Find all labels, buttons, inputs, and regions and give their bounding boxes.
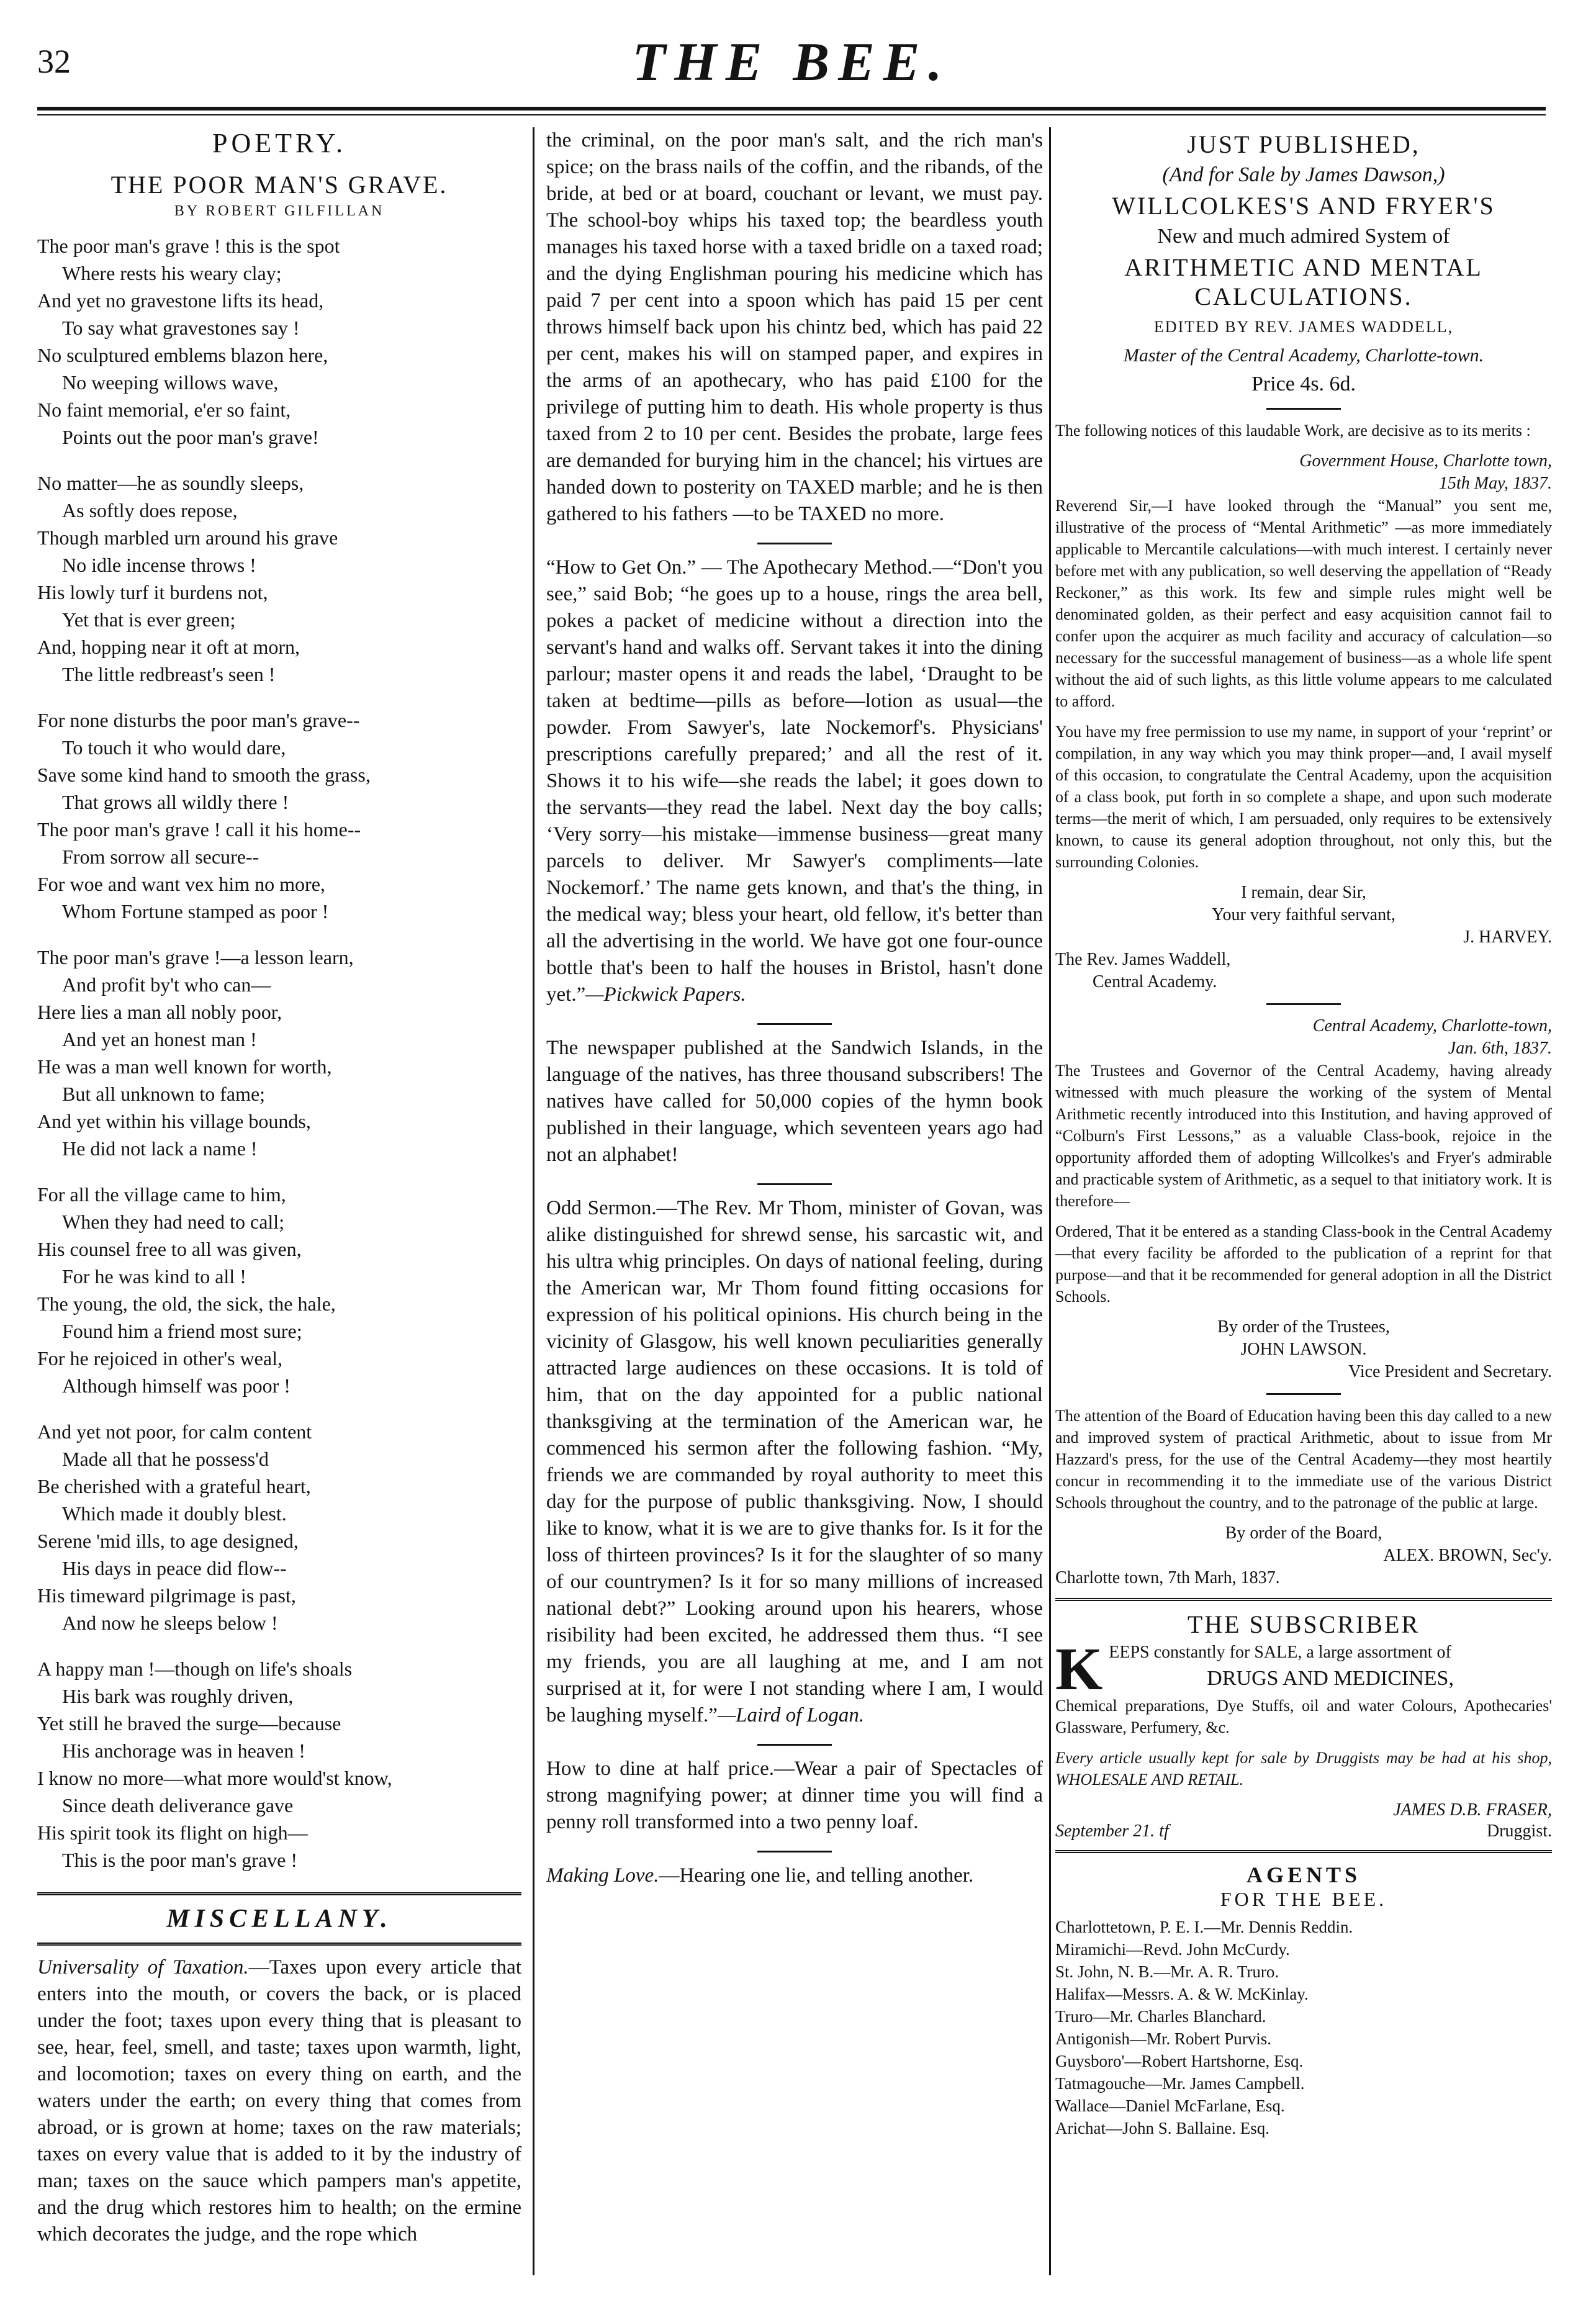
- poem-line: Although himself was poor !: [62, 1374, 291, 1397]
- poem-stanza: [37, 944, 521, 1162]
- article-taxation: [37, 1954, 521, 2248]
- agent-entry: Guysboro'—Robert Hartshorne, Esq.: [1055, 2052, 1304, 2070]
- poem-stanza: [37, 1181, 521, 1399]
- section-title-miscellany: MISCELLANY.: [166, 1905, 392, 1933]
- poem-line: And now he sleeps below !: [62, 1612, 278, 1634]
- article-head: Making Love.: [546, 1864, 659, 1887]
- column-divider: [1049, 127, 1051, 2275]
- poem-line: His counsel free to all was given,: [37, 1238, 302, 1260]
- article-head: How to dine at half price.: [546, 1758, 774, 1780]
- subscriber-note: Every article usually kept for sale by Druggists may be had at his shop, WHOLESALE AND RETAIL.: [1055, 1749, 1552, 1789]
- article-source: —Laird of Logan.: [717, 1704, 865, 1726]
- advert-divider: [1266, 1003, 1341, 1005]
- article-divider: [757, 1744, 832, 1746]
- column-3: [1055, 127, 1552, 2275]
- poem-line: The poor man's grave ! call it his home--: [37, 818, 361, 841]
- section-divider: [37, 1943, 521, 1946]
- letter-signature: J. HARVEY.: [1463, 927, 1552, 947]
- poem-line: When they had need to call;: [62, 1211, 285, 1233]
- article-odd-sermon: [546, 1195, 1043, 1729]
- subscriber-line: EEPS constantly for SALE, a large assortment of: [1109, 1643, 1451, 1662]
- agent-entry: Wallace—Daniel McFarlane, Esq.: [1055, 2096, 1285, 2115]
- advert-subheading: (And for Sale by James Dawson,): [1162, 163, 1445, 186]
- agent-entry: St. John, N. B.—Mr. A. R. Truro.: [1055, 1962, 1279, 1981]
- board-closing: By order of the Board,: [1225, 1523, 1382, 1543]
- subscriber-footer: [1055, 1821, 1552, 1841]
- poem-line: His spirit took its flight on high—: [37, 1821, 308, 1844]
- poem-line: Though marbled urn around his grave: [37, 526, 338, 549]
- letter-date: 15th May, 1837.: [1439, 474, 1552, 493]
- subscriber-title: THE SUBSCRIBER: [1187, 1610, 1420, 1638]
- poem-line: That grows all wildly there !: [62, 791, 289, 813]
- poem-line: His anchorage was in heaven !: [62, 1740, 305, 1762]
- poem-line: Found him a friend most sure;: [62, 1320, 302, 1342]
- poem-stanza: [37, 232, 521, 451]
- poem-line: The young, the old, the sick, the hale,: [37, 1293, 336, 1315]
- poem-line: As softly does repose,: [62, 499, 238, 521]
- agent-entry: Tatmagouche—Mr. James Campbell.: [1055, 2074, 1305, 2093]
- poem-title: THE POOR MAN'S GRAVE.: [110, 171, 448, 199]
- poem-line: For all the village came to him,: [37, 1183, 286, 1206]
- poem-line: But all unknown to fame;: [62, 1083, 266, 1105]
- letter-date: Jan. 6th, 1837.: [1448, 1039, 1552, 1058]
- poem-line: Which made it doubly blest.: [62, 1502, 287, 1525]
- article-body: —Hearing one lie, and telling another.: [659, 1864, 974, 1887]
- article-body: —“Don't you see,” said Bob; “he goes up to a house, rings the area bell, pokes a packet of medicine without a direction into the servant's hand and walks off. Servant takes it into the dining parlour; master opens it and reads the label, ‘Draught to be taken at bedtime—pills as before—lotion as usual—the powder. From Sawyer's, late Nockemorf's. Physicians' prescriptions carefully prepared;’ and all the rest of it. Shows it to his wife—she reads the label; it goes down to the servants—they read the label. Next day the boy calls; ‘Very sorry—his mistake—immense business—great many parcels to deliver. Mr Sawyer's compliments—late Nockemorf.’ The name gets known, and that's the thing, in the medical way; bless your heart, old fellow, it's better than all the advertising in the world. We have got one four-ounce bottle that's been to half the houses in Bristol, hasn't done yet.”: [546, 556, 1043, 1006]
- poem-line: Be cherished with a grateful heart,: [37, 1475, 311, 1497]
- poem-line: To say what gravestones say !: [62, 317, 300, 339]
- agents-title: AGENTS: [1246, 1862, 1361, 1887]
- poem-stanza: [37, 706, 521, 925]
- agent-entry: Truro—Mr. Charles Blanchard.: [1055, 2007, 1266, 2026]
- poem-line: The poor man's grave !—a lesson learn,: [37, 946, 354, 968]
- letter-closing: I remain, dear Sir,: [1241, 883, 1366, 902]
- poem-stanza: [37, 469, 521, 688]
- poem-line: Made all that he possess'd: [62, 1448, 269, 1470]
- poem-line: A happy man !—though on life's shoals: [37, 1658, 353, 1680]
- letter-body: Reverend Sir,—I have looked through the “Manual” you sent me, illustrative of the process of “Mental Arithmetic” —as more immediately applicable to Mercantile calculations—with much interest. I certainly never before met with any publication, so well deserving the appellation of “Ready Reckoner,” as this work. Its few and simple rules might well be denominated golden, as their perfect and easy acquisition cannot fail to confer upon the acquirer as much facility and accuracy of calculation—so necessary for the successful management of business—as a whole life spent without the aid of such lights, as this little volume appears to me calculated to afford.: [1055, 497, 1552, 710]
- article-getting-on: [546, 554, 1043, 1008]
- letter-recipient: Central Academy.: [1093, 972, 1217, 991]
- advert-book-desc: New and much admired System of: [1157, 225, 1450, 248]
- poem-line: For woe and want vex him no more,: [37, 873, 325, 895]
- advert-book-title: WILLCOLKES'S AND FRYER'S: [1112, 192, 1495, 220]
- poem-line: Yet still he braved the surge—because: [37, 1712, 341, 1735]
- poem-line: I know no more—what more would'st know,: [37, 1767, 392, 1789]
- agent-entry: Arichat—John S. Ballaine. Esq.: [1055, 2119, 1269, 2137]
- article-divider: [757, 1851, 832, 1852]
- article-head: Universality of Taxation.: [37, 1956, 249, 1979]
- board-signature: ALEX. BROWN, Sec'y.: [1383, 1546, 1552, 1565]
- poem-line: And yet no gravestone lifts its head,: [37, 289, 324, 312]
- poem-line: His days in peace did flow--: [62, 1557, 287, 1579]
- poem-stanza: [37, 1418, 521, 1636]
- article-making-love: [546, 1862, 1043, 1889]
- letter-signature: JOHN LAWSON.: [1240, 1340, 1367, 1359]
- subscriber-advert: [1055, 1641, 1552, 1695]
- agents-list: [1055, 1916, 1552, 2139]
- advert-divider: [1266, 408, 1341, 410]
- section-divider: [1055, 1850, 1552, 1853]
- poem-line: Since death deliverance gave: [62, 1794, 294, 1816]
- poem-line: The poor man's grave ! this is the spot: [37, 235, 340, 257]
- article-body: —The Rev. Mr Thom, minister of Govan, was alike distinguished for shrewd sense, his sarcastic wit, and his ultra whig principles. On days of national feeling, during the American war, Mr Thom found fitting occasions for expression of his political opinions. His church being in the vicinity of Glasgow, his well known peculiarities generally attracted large audiences on these occasions. It is told of him, that on the day appointed for a public national thanksgiving at the termination of the American war, he commenced his sermon after the following fashion. “My, friends we are commanded by royal authority to meet this day for the purpose of public thanksgiving. Now, I should like to know, what it is we are to give thanks for. Is it for the loss of thirteen provinces? Is it for the slaughter of so many of our countrymen? Is it for so many millions of increased national debt?” Looking around upon his hearers, whose risibility had been excited, he addressed them thus. “I see my friends, you are all laughing at me, and I am not surprised at it, for were I not standing where I am, I would be laughing myself.”: [546, 1197, 1043, 1726]
- poem-line: No faint memorial, e'er so faint,: [37, 399, 291, 421]
- subscriber-goods: DRUGS AND MEDICINES,: [1207, 1667, 1454, 1690]
- letter-closing: By order of the Trustees,: [1217, 1317, 1390, 1337]
- masthead-rule-thin: [37, 114, 1546, 115]
- letter-body: The Trustees and Governor of the Central Academy, having already witnessed with much pleasure the working of the system of Mental Arithmetic recently introduced into this Institution, and having approved of “Colburn's First Lessons,” as a valuable Class-book, rejoice in the opportunity afforded them of adopting Willcolkes's and Fryer's admirable and practicable system of Arithmetic, as a sequel to that initiatory work. It is therefore—: [1055, 1062, 1552, 1210]
- poem-line: And yet within his village bounds,: [37, 1110, 311, 1132]
- letter-body: You have my free permission to use my name, in support of your ‘reprint’ or compilation, in any way which you may think proper—and, I avail myself of this occasion, to congratulate the Central Academy, upon the acquisition of a class book, put forth in so complete a shape, and upon such moderate terms—the merit of which, I am persuaded, only requires to be extensively known, to cause its general adoption throughout, not only this, but the surrounding Colonies.: [1055, 723, 1552, 871]
- newspaper-title: THE BEE.: [632, 32, 951, 93]
- drop-cap: K: [1055, 1641, 1103, 1695]
- advert-notice-intro: The following notices of this laudable Work, are decisive as to its merits :: [1055, 422, 1531, 440]
- letter-body: Ordered, That it be entered as a standing Class-book in the Central Academy—that every facility be afforded to the publication of a reprint for that purpose—and that it be recommended for general adoption in all the District Schools.: [1055, 1222, 1552, 1306]
- poem-line: He did not lack a name !: [62, 1137, 258, 1160]
- poem-line: Whom Fortune stamped as poor !: [62, 900, 329, 923]
- poem-line: Points out the poor man's grave!: [62, 426, 319, 448]
- article-head: “How to Get On.” — The Apothecary Method.: [546, 556, 933, 579]
- subscriber-date: September 21. tf: [1055, 1821, 1169, 1841]
- masthead: [37, 25, 1546, 106]
- poem-line: His timeward pilgrimage is past,: [37, 1584, 296, 1607]
- advert-editor: EDITED BY REV. JAMES WADDELL,: [1153, 318, 1454, 336]
- board-date: Charlotte town, 7th Marh, 1837.: [1055, 1568, 1280, 1587]
- poem-line: No idle incense throws !: [62, 554, 256, 576]
- poem-line: For none disturbs the poor man's grave--: [37, 709, 360, 731]
- agent-entry: Halifax—Messrs. A. & W. McKinlay.: [1055, 1985, 1309, 2003]
- poem-line: And yet an honest man !: [62, 1028, 257, 1050]
- agents-subtitle: FOR THE BEE.: [1220, 1888, 1387, 1910]
- agent-entry: Miramichi—Revd. John McCurdy.: [1055, 1940, 1290, 1959]
- poem-line: To touch it who would dare,: [62, 736, 286, 759]
- agent-entry: Antigonish—Mr. Robert Purvis.: [1055, 2029, 1272, 2048]
- letter-role: Vice President and Secretary.: [1348, 1362, 1552, 1381]
- poem-line: His lowly turf it burdens not,: [37, 581, 268, 603]
- poem-line: No sculptured emblems blazon here,: [37, 344, 328, 366]
- section-divider: [37, 1892, 521, 1895]
- poem-byline: BY ROBERT GILFILLAN: [174, 203, 385, 219]
- article-dine: [546, 1756, 1043, 1836]
- poem-body: [37, 232, 521, 1874]
- article-body: —Wear a pair of Spectacles of strong magnifying power; at dinner time you will find a penny roll transformed into a two penny loaf.: [546, 1758, 1043, 1833]
- agent-entry: Charlottetown, P. E. I.—Mr. Dennis Reddin.: [1055, 1918, 1353, 1936]
- article-head: Odd Sermon.: [546, 1197, 657, 1219]
- article-body: —Taxes upon every article that enters into the mouth, or covers the back, or is placed under the foot; taxes upon every thing that is pleasant to see, hear, feel, smell, and taste; taxes upon warmth, light, and locomotion; taxes on every thing on earth, and the waters under the earth; on every thing that comes from abroad, or is grown at home; taxes on the raw materials; taxes on every value that is added to it by the industry of man; taxes on the sauce which pampers man's appetite, and the drug which restores him to health; on the ermine which decorates the judge, and the rope which: [37, 1956, 521, 2245]
- article-divider: [757, 543, 832, 544]
- masthead-rule: [37, 107, 1546, 111]
- section-divider: [1055, 1598, 1552, 1601]
- poem-line: No matter—he as soundly sleeps,: [37, 472, 304, 494]
- column-2: [546, 127, 1043, 2275]
- column-1: [37, 127, 521, 2275]
- poem-stanza: [37, 1655, 521, 1874]
- subscriber-body: Chemical preparations, Dye Stuffs, oil and water Colours, Apothecaries' Glassware, Perfumery, &c.: [1055, 1697, 1552, 1736]
- poem-line: His bark was roughly driven,: [62, 1685, 294, 1707]
- poem-line: The little redbreast's seen !: [62, 663, 276, 685]
- poem-line: Where rests his weary clay;: [62, 262, 282, 284]
- poem-line: Serene 'mid ills, to age designed,: [37, 1530, 299, 1552]
- poem-line: He was a man well known for worth,: [37, 1055, 332, 1078]
- poem-line: This is the poor man's grave !: [62, 1849, 298, 1871]
- subscriber-name: JAMES D.B. FRASER,: [1393, 1800, 1552, 1820]
- advert-price: Price 4s. 6d.: [1251, 372, 1356, 395]
- column-divider: [533, 127, 534, 2275]
- article-sandwich-islands: The newspaper published at the Sandwich Islands, in the language of the natives, has three thousand subscribers! The natives have called for 50,000 copies of the hymn book published in their language, which seventeen years ago had not an alphabet!: [546, 1037, 1043, 1166]
- poem-line: Here lies a man all nobly poor,: [37, 1001, 282, 1023]
- poem-line: From sorrow all secure--: [62, 846, 259, 868]
- section-title-poetry: POETRY.: [212, 128, 347, 158]
- poem-line: Yet that is ever green;: [62, 608, 236, 631]
- letter-closing: Your very faithful servant,: [1212, 905, 1395, 924]
- poem-line: For he rejoiced in other's weal,: [37, 1347, 282, 1370]
- advert-heading: JUST PUBLISHED,: [1187, 130, 1420, 158]
- letter-place: Central Academy, Charlotte-town,: [1312, 1016, 1552, 1036]
- poem-line: And, hopping near it oft at morn,: [37, 636, 300, 658]
- poem-line: And profit by't who can—: [62, 973, 271, 996]
- poem-line: Save some kind hand to smooth the grass,: [37, 764, 371, 786]
- advert-editor-role: Master of the Central Academy, Charlotte-town.: [1123, 345, 1484, 366]
- page-number: 32: [37, 43, 71, 80]
- board-notice: The attention of the Board of Education having been this day called to a new and improved system of practical Arithmetic, about to issue from Mr Hazzard's press, for the use of the Central Academy—they most heartily concur in recommending it to the immediate use of the various District Schools throughout the country, and to the patronage of the public at large.: [1055, 1407, 1552, 1512]
- advert-divider: [1266, 1393, 1341, 1395]
- poem-line: No weeping willows wave,: [62, 371, 279, 394]
- letter-recipient: The Rev. James Waddell,: [1055, 950, 1231, 969]
- letter-place: Government House, Charlotte town,: [1299, 451, 1552, 471]
- article-taxation-continued: the criminal, on the poor man's salt, and the rich man's spice; on the brass nails of the coffin, and the ribands, of the bride, at bed or at board, couchant or levant, we must pay. The school-boy whips his taxed top; the beardless youth manages his taxed horse with a taxed bridle on a taxed road; and the dying Englishman pouring his medicine which has paid 7 per cent into a spoon which has paid 15 per cent throws himself back upon his chintz bed, which has paid 22 per cent, makes his will on stamped paper, and expires in the arms of an apothecary, who has paid £100 for the privilege of putting him to death. His whole property is thus taxed from 2 to 10 per cent. Besides the probate, large fees are demanded for burying him in the chancel; his virtues are handed down to posterity on TAXED marble; and he is then gathered to his fathers —to be TAXED no more.: [546, 129, 1043, 525]
- advert-book-subject: ARITHMETIC AND MENTAL CALCULATIONS.: [1124, 253, 1483, 310]
- article-divider: [757, 1183, 832, 1185]
- subscriber-role: Druggist.: [1487, 1821, 1552, 1841]
- article-source: —Pickwick Papers.: [585, 983, 746, 1006]
- poem-line: For he was kind to all !: [62, 1265, 246, 1288]
- poem-line: And yet not poor, for calm content: [37, 1420, 312, 1443]
- article-divider: [757, 1023, 832, 1025]
